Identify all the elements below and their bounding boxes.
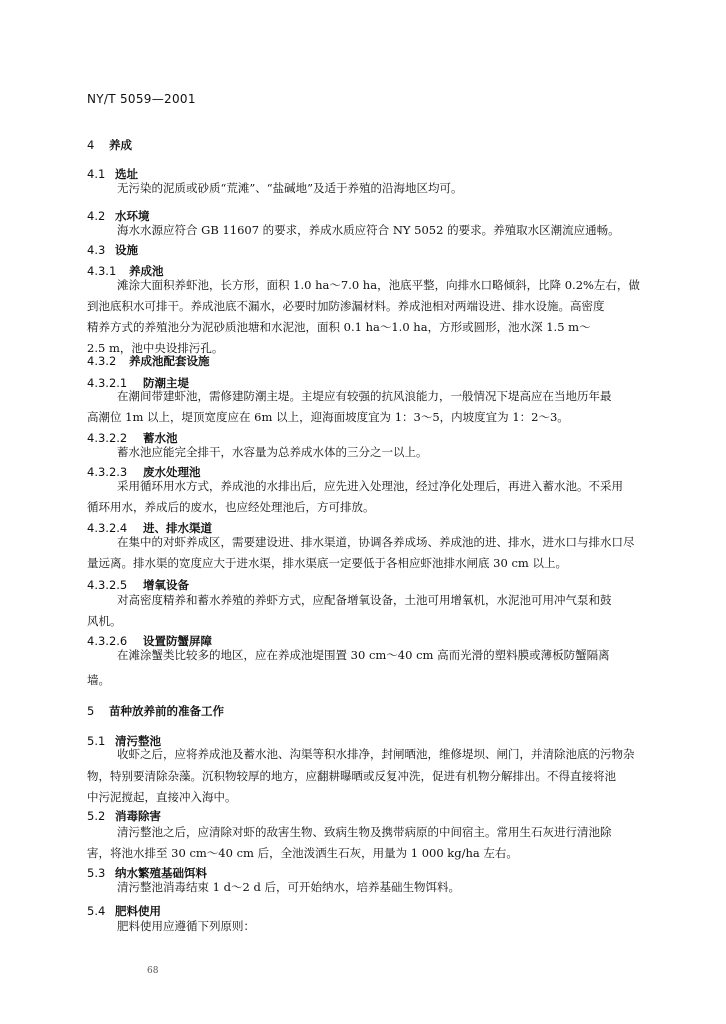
section-heading-4-2: 4.2 水环境 bbox=[87, 209, 150, 223]
section-heading-5-3: 5.3 纳水繁殖基础饵料 bbox=[87, 866, 207, 880]
paragraph-5-1-line: 收虾之后，应将养成池及蓄水池、沟渠等积水排净，封闸晒池，维修堤坝、闸门，并清除池底的污物杂 bbox=[117, 747, 635, 761]
paragraph-5-3: 清污整池消毒结束 1 d～2 d 后，可开始纳水，培养基础生物饵料。 bbox=[117, 880, 460, 894]
section-heading-4: 4 养成 bbox=[87, 138, 132, 152]
paragraph-5-1-line: 物，特别要清除杂藻。沉积物较厚的地方，应翻耕曝晒或反复冲洗，促进有机物分解排出。不得直接将池 bbox=[87, 769, 616, 783]
paragraph-4-3-1-line: 滩涂大面积养虾池，长方形，面积 1.0 ha～7.0 ha，池底平整，向排水口略倾斜，比降 0.2%左右，做 bbox=[117, 278, 640, 292]
section-heading-4-3-2-6: 4.3.2.6 设置防蟹屏障 bbox=[87, 634, 212, 648]
paragraph-5-4: 肥料使用应遵循下列原则： bbox=[117, 919, 255, 933]
paragraph-4-3-1-line: 精养方式的养殖池分为泥砂质池塘和水泥池，面积 0.1 ha～1.0 ha，方形或圆形，池水深 1.5 m～ bbox=[87, 320, 591, 334]
paragraph-5-2-line: 害，将池水排至 30 cm～40 cm 后，全池泼洒生石灰，用量为 1 000 kg/ha 左右。 bbox=[87, 846, 518, 860]
paragraph-4-3-2-5-line: 对高密度精养和蓄水养殖的养虾方式，应配备增氧设备，土池可用增氧机，水泥池可用冲气泵和鼓 bbox=[117, 593, 612, 607]
paragraph-4-3-2-4-line: 在集中的对虾养成区，需要建设进、排水渠道，协调各养成场、养成池的进、排水，进水口与排水口尽 bbox=[117, 535, 635, 549]
paragraph-4-3-2-3-line: 采用循环用水方式，养成池的水排出后，应先进入处理池，经过净化处理后，再进入蓄水池。不采用 bbox=[117, 479, 623, 493]
paragraph-4-3-2-1-line: 高潮位 1m 以上，堤顶宽度应在 6m 以上，迎海面坡度宜为 1：3～5，内坡度宜为 1：2～3。 bbox=[87, 410, 569, 424]
paragraph-4-2: 海水水源应符合 GB 11607 的要求，养成水质应符合 NY 5052 的要求。养殖取水区潮流应通畅。 bbox=[117, 223, 620, 237]
section-heading-4-3-2-2: 4.3.2.2 蓄水池 bbox=[87, 431, 178, 445]
paragraph-4-3-2-4-line: 量远离。排水渠的宽度应大于进水渠，排水渠底一定要低于各相应虾池排水闸底 30 cm 以上。 bbox=[87, 556, 567, 570]
paragraph-5-1-line: 中污泥搅起，直接冲入海中。 bbox=[87, 790, 237, 804]
section-heading-4-1: 4.1 选址 bbox=[87, 167, 138, 181]
paragraph-4-3-2-2: 蓄水池应能完全排干，水容量为总养成水体的三分之一以上。 bbox=[117, 445, 428, 459]
section-heading-4-3-2-5: 4.3.2.5 增氧设备 bbox=[87, 578, 189, 592]
section-heading-4-3: 4.3 设施 bbox=[87, 243, 138, 257]
paragraph-4-3-1-line: 到池底积水可排干。养成池底不漏水，必要时加防渗漏材料。养成池相对两端设进、排水设施。高密度 bbox=[87, 299, 605, 313]
paragraph-5-2-line: 清污整池之后，应清除对虾的敌害生物、致病生物及携带病原的中间宿主。常用生石灰进行清池除 bbox=[117, 825, 612, 839]
section-heading-4-3-2-4: 4.3.2.4 进、排水渠道 bbox=[87, 521, 212, 535]
paragraph-4-3-2-1-line: 在潮间带建虾池，需修建防潮主堤。主堤应有较强的抗风浪能力，一般情况下堤高应在当地历年最 bbox=[117, 389, 612, 403]
section-heading-5-2: 5.2 消毒除害 bbox=[87, 809, 161, 823]
paragraph-4-3-2-6-line: 在滩涂蟹类比较多的地区，应在养成池堤围置 30 cm～40 cm 高而光滑的塑料膜或薄板防蟹隔离 bbox=[117, 648, 610, 662]
standard-code-header: NY/T 5059—2001 bbox=[87, 92, 196, 106]
paragraph-4-3-1-line: 2.5 m，池中央设排污孔。 bbox=[87, 341, 224, 355]
paragraph-4-3-2-3-line: 循环用水，养成后的废水，也应经处理池后，方可排放。 bbox=[87, 500, 375, 514]
section-heading-5-1: 5.1 清污整池 bbox=[87, 734, 161, 748]
paragraph-4-3-2-6-line: 墙。 bbox=[87, 673, 110, 687]
section-heading-5-4: 5.4 肥料使用 bbox=[87, 904, 161, 918]
page-number: 68 bbox=[147, 966, 159, 976]
section-heading-4-3-2-1: 4.3.2.1 防潮主堤 bbox=[87, 376, 189, 390]
paragraph-4-3-2-5-line: 风机。 bbox=[87, 614, 122, 628]
section-heading-4-3-1: 4.3.1 养成池 bbox=[87, 264, 164, 278]
section-heading-4-3-2: 4.3.2 养成池配套设施 bbox=[87, 354, 210, 368]
section-heading-5: 5 苗种放养前的准备工作 bbox=[87, 704, 224, 718]
paragraph-4-1: 无污染的泥质或砂质“荒滩”、“盐碱地”及适于养殖的沿海地区均可。 bbox=[117, 181, 463, 195]
section-heading-4-3-2-3: 4.3.2.3 废水处理池 bbox=[87, 465, 201, 479]
